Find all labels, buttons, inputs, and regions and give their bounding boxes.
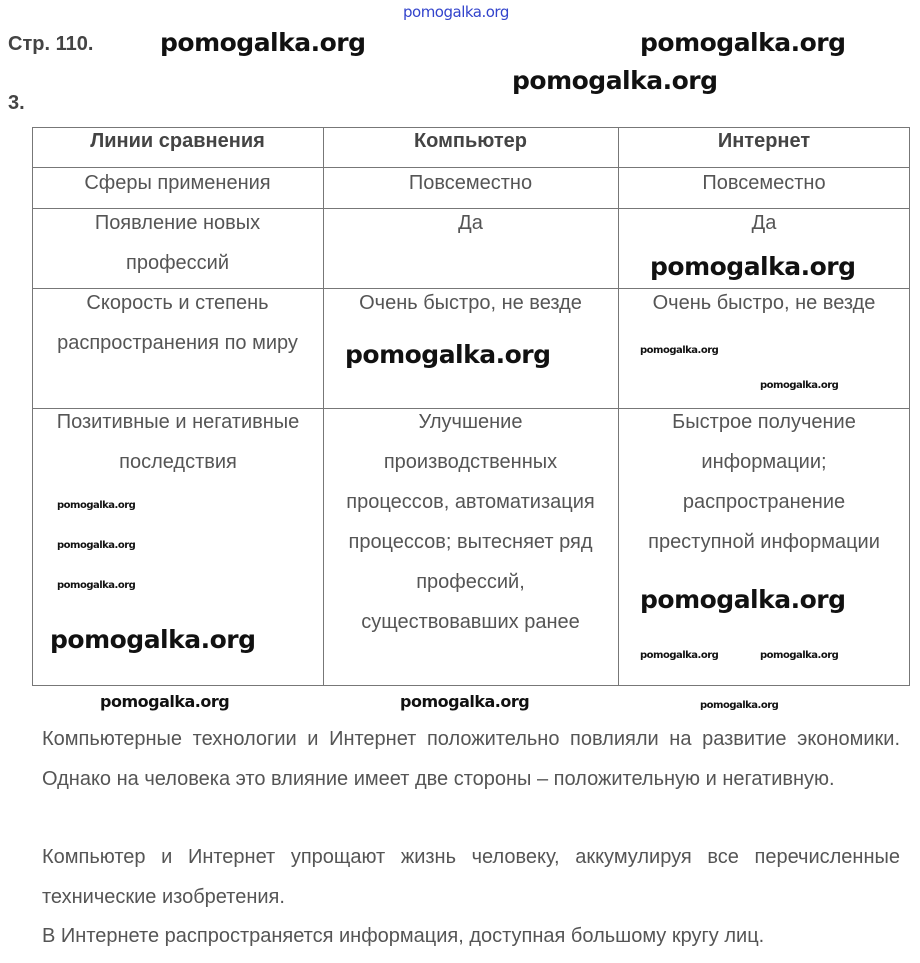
table-cell: Очень быстро, не везде [359,292,582,314]
table-header-criteria: Линии сравнения [90,130,265,152]
page-label: Стр. 110. [8,33,94,55]
watermark: pomogalka.org [57,500,136,511]
paragraph: Компьютер и Интернет упрощают жизнь человеку, аккумулируя все перечисленные технические изобретения. [42,846,900,908]
table-cell: Очень быстро, не везде [652,292,876,314]
table-cell: Скорость и степень распространения по миру [57,292,298,354]
table-cell: Быстрое получение информации; распространение преступной информации [648,411,880,553]
table-cell: Да [751,212,777,234]
watermark: pomogalka.org [345,340,551,369]
table-cell: Да [458,212,483,234]
table-cell: Повсеместно [408,172,533,194]
table-header-internet: Интернет [717,130,811,152]
watermark: pomogalka.org [100,692,230,711]
table-cell: Повсеместно [702,172,826,194]
watermark: pomogalka.org [700,700,779,711]
table-cell: Появление новых профессий [94,212,261,274]
watermark: pomogalka.org [640,28,846,57]
table-cell: Сферы применения [84,172,271,194]
watermark: pomogalka.org [57,580,136,591]
watermark: pomogalka.org [512,66,718,95]
watermark: pomogalka.org [760,650,839,661]
watermark: pomogalka.org [160,28,366,57]
watermark: pomogalka.org [640,650,719,661]
watermark: pomogalka.org [403,3,509,21]
watermark: pomogalka.org [640,345,719,356]
watermark: pomogalka.org [760,380,839,391]
table-header-computer: Компьютер [413,130,528,152]
watermark: pomogalka.org [640,585,846,614]
table-cell: Улучшение производственных процессов, автоматизация процессов; вытесняет ряд профессий, существовавших ранее [346,411,595,633]
watermark: pomogalka.org [50,625,256,654]
paragraph: Компьютерные технологии и Интернет положительно повлияли на развитие экономики. Однако на человека это влияние имеет две стороны – положительную и негативную. [42,728,900,790]
watermark: pomogalka.org [57,540,136,551]
watermark: pomogalka.org [400,692,530,711]
watermark: pomogalka.org [650,252,856,281]
paragraph: В Интернете распространяется информация, доступная большому кругу лиц. [42,925,765,947]
task-number: 3. [8,92,25,114]
table-cell: Позитивные и негативные последствия [56,411,300,473]
